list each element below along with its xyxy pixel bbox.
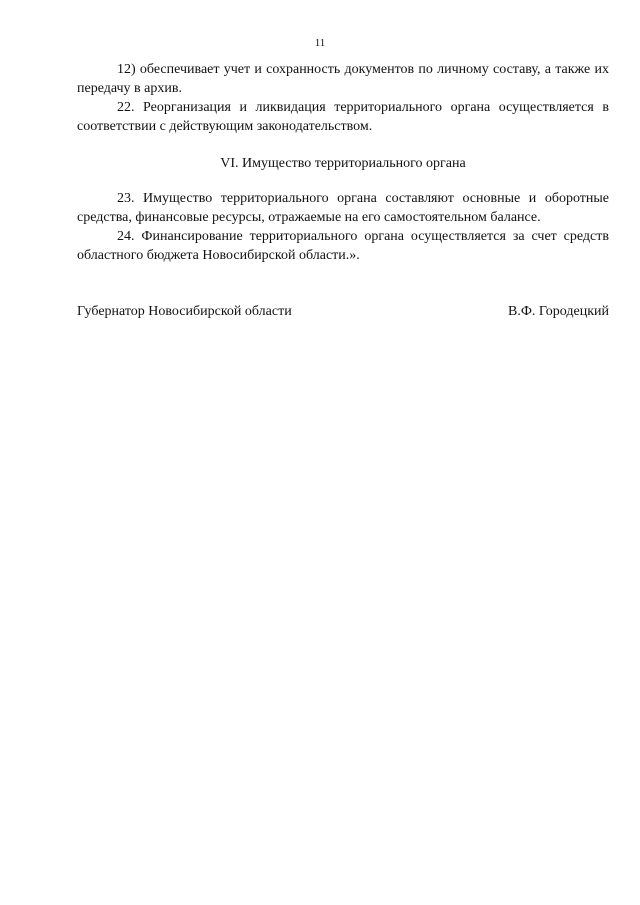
paragraph-item-22: 22. Реорганизация и ликвидация территориального органа осуществляется в соответствии с действующим законодательством. bbox=[77, 100, 609, 134]
document-body bbox=[77, 60, 609, 265]
section-heading: VI. Имущество территориального органа bbox=[220, 156, 466, 171]
page-number: 11 bbox=[314, 37, 326, 49]
signature-block bbox=[77, 302, 609, 321]
signatory-position: Губернатор Новосибирской области bbox=[77, 304, 292, 319]
paragraph-item-23: 23. Имущество территориального органа составляют основные и оборотные средства, финансовые ресурсы, отражаемые на его самостоятельном балансе. bbox=[77, 191, 609, 225]
signatory-name: В.Ф. Городецкий bbox=[508, 304, 609, 319]
paragraph-item-12: 12) обеспечивает учет и сохранность документов по личному составу, а также их передачу в архив. bbox=[77, 62, 609, 96]
paragraph-item-24: 24. Финансирование территориального органа осуществляется за счет средств областного бюджета Новосибирской области.». bbox=[77, 229, 609, 263]
